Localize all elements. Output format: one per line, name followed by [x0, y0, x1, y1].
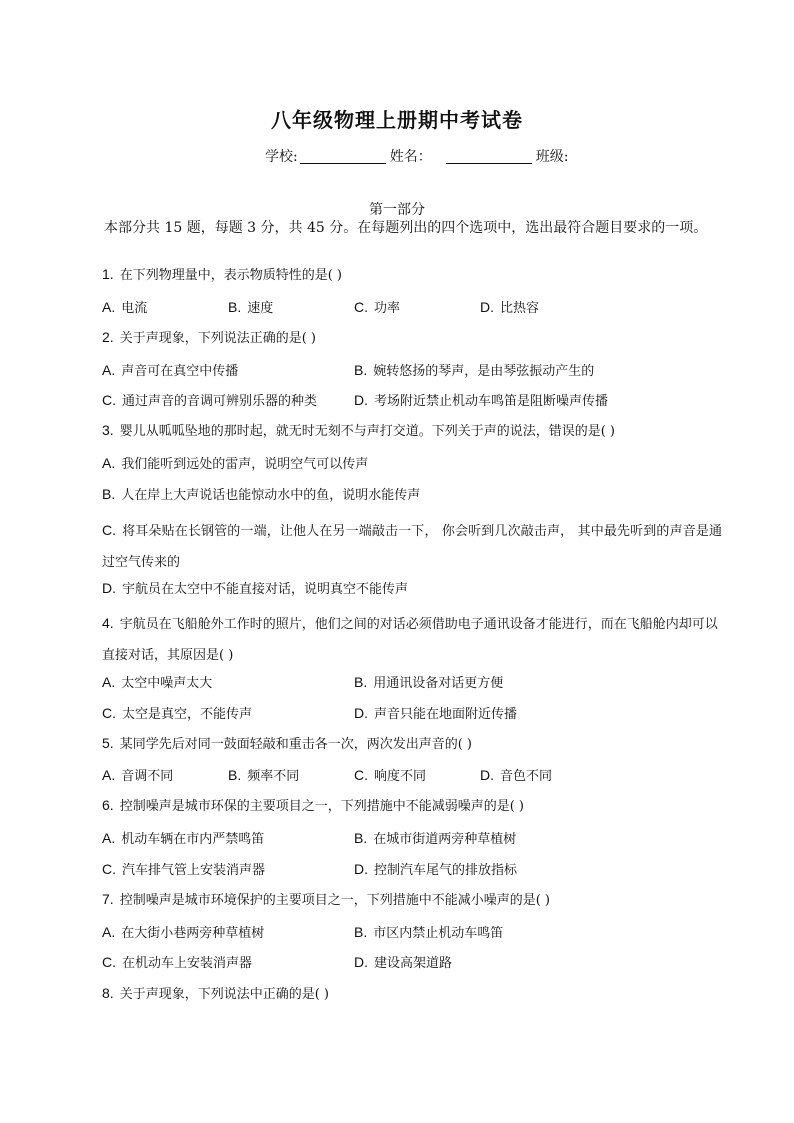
- option-3c[interactable]: [102, 515, 722, 578]
- option-2a[interactable]: [102, 360, 238, 379]
- option-3d[interactable]: [102, 578, 408, 597]
- option-text: 婉转悠扬的琴声，是由琴弦振动产生的: [373, 364, 595, 379]
- option-2d[interactable]: [354, 390, 608, 409]
- question-number: 2.: [102, 329, 114, 345]
- option-7a[interactable]: [102, 922, 264, 941]
- option-letter: D.: [480, 299, 494, 315]
- question-3: [102, 420, 615, 439]
- option-text: 建设高架道路: [374, 956, 453, 971]
- question-2: [102, 327, 316, 346]
- option-letter: A.: [102, 455, 116, 471]
- option-text: 机动车辆在市内严禁鸣笛: [121, 832, 265, 847]
- option-text: 速度: [247, 301, 274, 316]
- option-1c[interactable]: [354, 297, 400, 316]
- question-text: 宇航员在飞船舱外工作时的照片，他们之间的对话必须借助电子通讯设备才能进行，而在飞船舱内却可以直接对话，其原因是( ): [102, 617, 718, 663]
- option-text: 在城市街道两旁种草植树: [373, 832, 517, 847]
- option-6d[interactable]: [354, 859, 517, 878]
- question-number: 8.: [102, 985, 114, 1001]
- option-letter: D.: [354, 392, 368, 408]
- question-number: 3.: [102, 422, 114, 438]
- question-number: 4.: [102, 615, 114, 631]
- option-letter: B.: [228, 299, 242, 315]
- option-text: 在机动车上安装消声器: [122, 956, 253, 971]
- option-text: 将耳朵贴在长钢管的一端，让他人在另一端敲击一下， 你会听到几次敲击声， 其中最先听到的声音是通过空气传来的: [102, 524, 722, 570]
- option-letter: B.: [354, 924, 368, 940]
- option-letter: A.: [102, 362, 116, 378]
- question-text: 在下列物理量中，表示物质特性的是( ): [119, 268, 342, 283]
- section-title: 第一部分: [369, 202, 425, 218]
- option-letter: A.: [102, 299, 116, 315]
- question-text: 某同学先后对同一鼓面轻敲和重击各一次，两次发出声音的( ): [119, 737, 472, 752]
- option-letter: C.: [102, 861, 116, 877]
- question-text: 关于声现象，下列说法正确的是( ): [119, 331, 316, 346]
- option-5b[interactable]: [228, 765, 299, 784]
- option-letter: D.: [102, 580, 116, 596]
- option-1d[interactable]: [480, 297, 539, 316]
- question-text: 婴儿从呱呱坠地的那时起，就无时无刻不与声打交道。下列关于声的说法，错误的是( ): [119, 424, 615, 439]
- option-letter: B.: [354, 830, 368, 846]
- question-number: 5.: [102, 735, 114, 751]
- question-text: 控制噪声是城市环境保护的主要项目之一，下列措施中不能减小噪声的是( ): [119, 893, 550, 908]
- question-5: [102, 733, 472, 752]
- option-text: 考场附近禁止机动车鸣笛是阻断噪声传播: [374, 394, 609, 409]
- option-7b[interactable]: [354, 922, 503, 941]
- question-text: 关于声现象，下列说法中正确的是( ): [119, 987, 329, 1002]
- option-letter: B.: [354, 674, 368, 690]
- option-text: 声音可在真空中传播: [121, 364, 239, 379]
- option-letter: D.: [480, 767, 494, 783]
- question-6: [102, 795, 524, 814]
- option-text: 音色不同: [500, 769, 553, 784]
- option-text: 比热容: [500, 301, 540, 316]
- name-blank[interactable]: [446, 149, 532, 164]
- question-number: 6.: [102, 797, 114, 813]
- question-text: 控制噪声是城市环保的主要项目之一，下列措施中不能减弱噪声的是( ): [119, 799, 524, 814]
- option-4c[interactable]: [102, 703, 252, 722]
- option-4b[interactable]: [354, 672, 503, 691]
- option-letter: C.: [102, 522, 116, 538]
- option-text: 人在岸上大声说话也能惊动水中的鱼，说明水能传声: [121, 488, 421, 503]
- question-7: [102, 889, 550, 908]
- option-letter: B.: [354, 362, 368, 378]
- option-letter: A.: [102, 924, 116, 940]
- question-8: [102, 983, 329, 1002]
- school-blank[interactable]: [300, 149, 386, 164]
- option-1a[interactable]: [102, 297, 147, 316]
- option-text: 汽车排气管上安装消声器: [122, 863, 266, 878]
- option-text: 功率: [374, 301, 401, 316]
- option-letter: B.: [228, 767, 242, 783]
- class-label: 班级:: [535, 149, 569, 165]
- school-label: 学校:: [265, 149, 298, 165]
- option-2c[interactable]: [102, 390, 317, 409]
- question-1: [102, 264, 342, 283]
- option-letter: C.: [102, 954, 116, 970]
- option-letter: C.: [102, 392, 116, 408]
- option-letter: A.: [102, 767, 116, 783]
- option-letter: A.: [102, 830, 116, 846]
- option-1b[interactable]: [228, 297, 273, 316]
- option-letter: C.: [102, 705, 116, 721]
- option-3a[interactable]: [102, 453, 368, 472]
- option-text: 电流: [121, 301, 148, 316]
- option-letter: D.: [354, 705, 368, 721]
- option-letter: C.: [354, 767, 368, 783]
- option-6a[interactable]: [102, 828, 264, 847]
- option-text: 控制汽车尾气的排放指标: [374, 863, 518, 878]
- option-4d[interactable]: [354, 703, 517, 722]
- option-3b[interactable]: [102, 484, 420, 503]
- option-text: 通过声音的音调可辨别乐器的种类: [122, 394, 318, 409]
- option-6b[interactable]: [354, 828, 516, 847]
- question-number: 7.: [102, 891, 114, 907]
- option-7d[interactable]: [354, 952, 452, 971]
- option-2b[interactable]: [354, 360, 594, 379]
- option-5a[interactable]: [102, 765, 173, 784]
- option-letter: D.: [354, 861, 368, 877]
- option-letter: A.: [102, 674, 116, 690]
- option-text: 市区内禁止机动车鸣笛: [373, 926, 504, 941]
- question-number: 1.: [102, 266, 114, 282]
- option-letter: D.: [354, 954, 368, 970]
- option-text: 在大街小巷两旁种草植树: [121, 926, 265, 941]
- section-instructions: 本部分共 15 题，每题 3 分，共 45 分。在每题列出的四个选项中，选出最符合题目要求的一项。: [104, 220, 708, 236]
- option-letter: B.: [102, 486, 116, 502]
- name-label: 姓名：: [389, 149, 432, 165]
- option-5d[interactable]: [480, 765, 552, 784]
- option-text: 太空中噪声太大: [121, 676, 213, 691]
- option-text: 宇航员在太空中不能直接对话，说明真空不能传声: [122, 582, 409, 597]
- option-7c[interactable]: [102, 952, 252, 971]
- option-6c[interactable]: [102, 859, 265, 878]
- option-text: 频率不同: [247, 769, 300, 784]
- option-text: 用通讯设备对话更方便: [373, 676, 504, 691]
- question-4: [102, 608, 722, 671]
- exam-title: 八年级物理上册期中考试卷: [271, 108, 523, 132]
- student-info: [265, 146, 568, 166]
- option-4a[interactable]: [102, 672, 212, 691]
- option-letter: C.: [354, 299, 368, 315]
- option-text: 我们能听到远处的雷声，说明空气可以传声: [121, 457, 369, 472]
- option-text: 声音只能在地面附近传播: [374, 707, 518, 722]
- option-text: 响度不同: [374, 769, 427, 784]
- option-text: 音调不同: [121, 769, 174, 784]
- option-text: 太空是真空，不能传声: [122, 707, 253, 722]
- option-5c[interactable]: [354, 765, 426, 784]
